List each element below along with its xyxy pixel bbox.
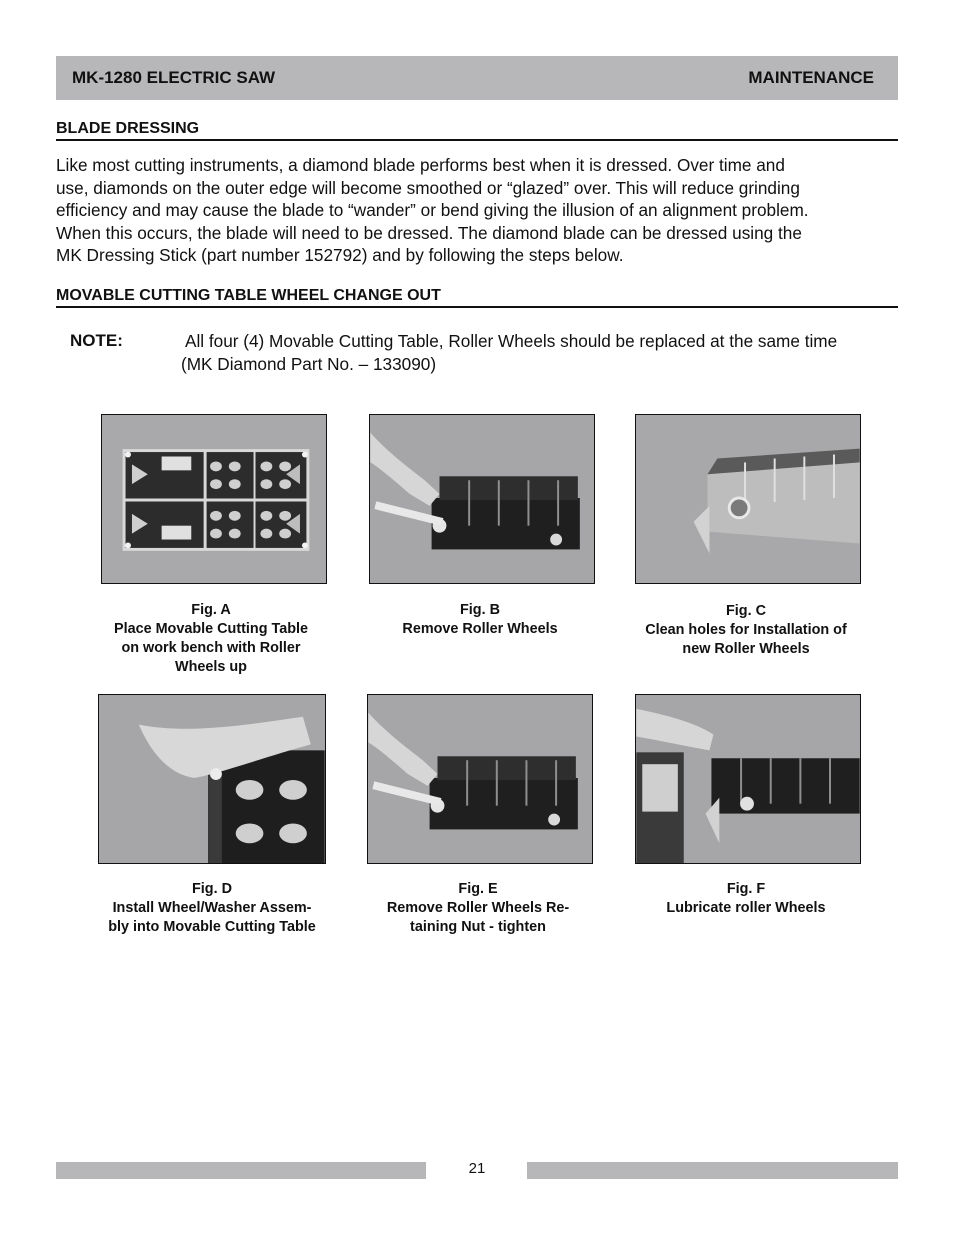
header-bar (56, 56, 898, 100)
figure-d-photo (98, 694, 326, 864)
figure-label: Fig. D (192, 881, 232, 897)
caption-line: Wheels up (175, 659, 247, 675)
caption-line: bly into Movable Cutting Table (108, 919, 316, 935)
note-line: All four (4) Movable Cutting Table, Roller Wheels should be replaced at the same time (185, 331, 838, 351)
figure-label: Fig. B (460, 602, 500, 618)
figure-c-caption (626, 602, 866, 659)
paragraph-line: efficiency and may cause the blade to “wander” or bend giving the illusion of an alignment problem. (56, 200, 809, 221)
caption-line: Remove Roller Wheels Re- (386, 900, 570, 916)
caption-line: Remove Roller Wheels (402, 621, 558, 637)
paragraph-line: MK Dressing Stick (part number 152792) and by following the steps below. (56, 245, 624, 266)
paragraph-line: When this occurs, the blade will need to be dressed. The diamond blade can be dressed using the (56, 222, 802, 243)
lubricate-illustration (636, 695, 860, 863)
blade-dressing-heading: BLADE DRESSING (56, 120, 898, 141)
figure-label: Fig. E (458, 881, 498, 897)
figure-e-caption (358, 880, 598, 937)
figure-a-caption (91, 601, 331, 677)
figure-b-caption (360, 601, 600, 639)
figure-e-photo (367, 694, 593, 864)
figure-f-photo (635, 694, 861, 864)
figure-a-photo (101, 414, 327, 584)
figure-f-caption (626, 880, 866, 918)
blade-dressing-paragraph (56, 154, 898, 267)
retaining-nut-illustration (368, 695, 592, 863)
figure-label: Fig. F (726, 881, 766, 897)
remove-wheel-illustration (370, 415, 594, 583)
clean-holes-illustration (636, 415, 860, 583)
figure-b-photo (369, 414, 595, 584)
figure-c-photo (635, 414, 861, 584)
caption-line: Install Wheel/Washer Assem- (112, 900, 312, 916)
caption-line: taining Nut - tighten (410, 919, 546, 935)
note-text (181, 330, 901, 375)
caption-line: Clean holes for Installation of (645, 622, 847, 638)
caption-line: Lubricate roller Wheels (666, 900, 826, 916)
paragraph-line: use, diamonds on the outer edge will become smoothed or “glazed” over. This will reduce grinding (56, 177, 800, 198)
footer-bar-left (56, 1162, 426, 1179)
install-wheel-illustration (99, 695, 325, 863)
caption-line: on work bench with Roller (121, 640, 301, 656)
caption-line: Place Movable Cutting Table (113, 621, 309, 637)
paragraph-line: Like most cutting instruments, a diamond blade performs best when it is dressed. Over time and (56, 155, 785, 175)
page-number: 21 (468, 1160, 486, 1177)
figure-d-caption (92, 880, 332, 937)
caption-line: new Roller Wheels (682, 641, 810, 657)
figure-label: Fig. A (191, 602, 231, 618)
wheel-change-heading: MOVABLE CUTTING TABLE WHEEL CHANGE OUT (56, 287, 898, 308)
note-label: NOTE: (70, 331, 123, 350)
manual-title: MK-1280 ELECTRIC SAW (72, 68, 276, 87)
section-title: MAINTENANCE (748, 68, 874, 87)
note-line: (MK Diamond Part No. – 133090) (181, 353, 437, 374)
footer-bar-right (527, 1162, 898, 1179)
figure-label: Fig. C (726, 603, 766, 619)
cutting-table-top-view-illustration (102, 415, 326, 583)
